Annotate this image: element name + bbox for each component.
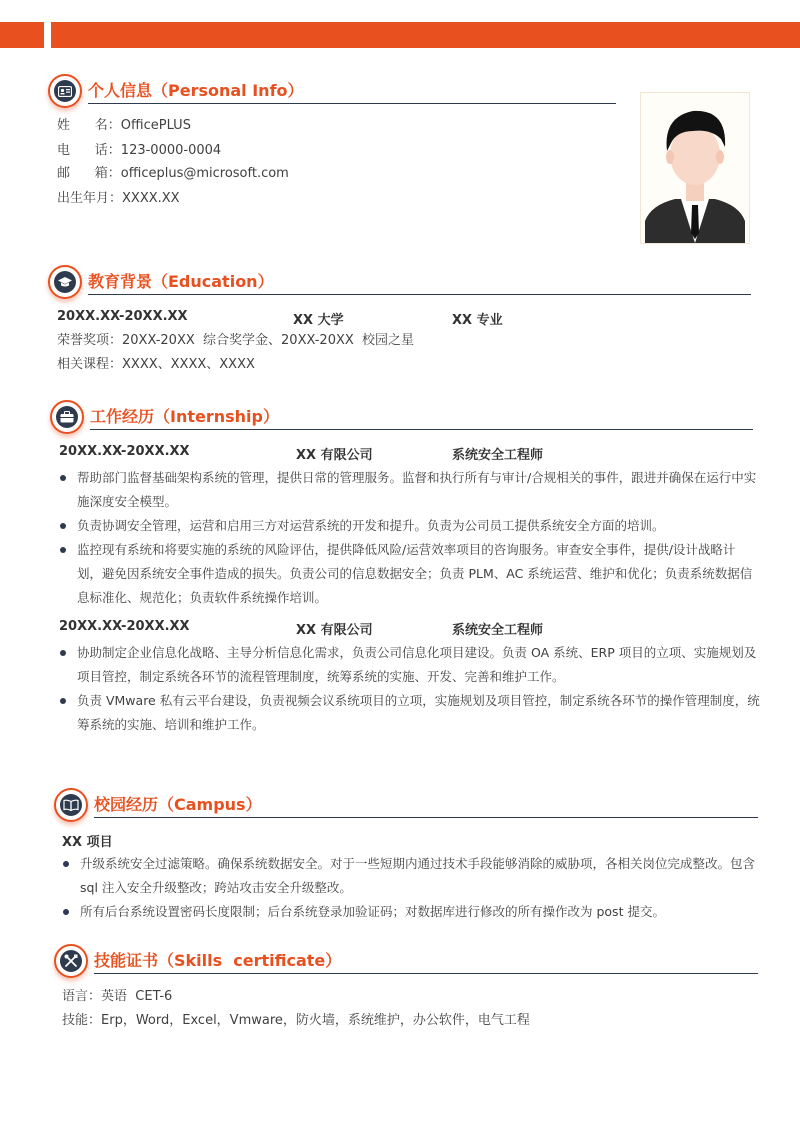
campus-project: XX 项目 xyxy=(62,835,113,850)
field-value: OfficePLUS xyxy=(120,118,191,133)
personal-row-email xyxy=(57,165,289,183)
field-label: 姓 名： xyxy=(57,118,121,133)
section-title: 校园经历（Campus） xyxy=(94,795,262,814)
open-book-icon xyxy=(54,788,88,822)
section-title: 教育背景（Education） xyxy=(88,272,274,291)
job-bullets xyxy=(57,466,760,610)
list-item: 所有后台系统设置密码长度限制；后台系统登录加验证码；对数据库进行修改的所有操作改为 post 提交。 xyxy=(60,900,762,924)
personal-row-phone xyxy=(57,142,221,160)
field-value: XXXX.XX xyxy=(122,191,180,206)
education-period: 20XX.XX-20XX.XX xyxy=(57,309,188,324)
field-value: 123-0000-0004 xyxy=(120,143,222,158)
skills-row-language xyxy=(62,988,172,1006)
list-item: 负责 VMware 私有云平台建设，负责视频会议系统项目的立项，实施规划及项目管控，制定系统各环节的操作管理制度，统筹系统的实施、培训和维护工作。 xyxy=(57,689,760,737)
campus-bullets xyxy=(60,852,762,924)
job-role: 系统安全工程师 xyxy=(452,623,544,638)
briefcase-icon xyxy=(50,400,84,434)
graduation-cap-icon xyxy=(48,265,82,299)
education-school: XX 大学 xyxy=(293,313,344,328)
section-divider xyxy=(90,429,753,430)
personal-row-name xyxy=(57,117,191,135)
section-divider xyxy=(94,817,758,818)
field-value: Erp，Word，Excel，Vmware，防火墙，系统维护，办公软件，电气工程 xyxy=(101,1013,530,1028)
field-label: 技能： xyxy=(62,1013,102,1028)
field-label: 电 话： xyxy=(57,143,121,158)
field-value[interactable]: officeplus@microsoft.com xyxy=(120,166,289,181)
section-title: 技能证书（Skills certificate） xyxy=(94,951,342,970)
field-label: 出生年月： xyxy=(57,191,123,206)
skills-row-skills xyxy=(62,1012,530,1030)
section-work-header xyxy=(50,400,753,436)
education-courses xyxy=(57,356,255,374)
section-divider xyxy=(88,103,616,104)
field-value: XXXX、XXXX、XXXX xyxy=(122,357,255,372)
list-item: 帮助部门监督基础架构系统的管理，提供日常的管理服务。监督和执行所有与审计/合规相关的事件，跟进并确保在运行中实施深度安全模型。 xyxy=(57,466,760,514)
section-personal-header xyxy=(48,74,618,110)
section-education-header xyxy=(48,265,753,301)
job-period: 20XX.XX-20XX.XX xyxy=(59,444,190,459)
list-item: 升级系统安全过滤策略。确保系统数据安全。对于一些短期内通过技术手段能够消除的威胁项，各相关岗位完成整改。包含 sql 注入安全升级整改；跨站攻击安全升级整改。 xyxy=(60,852,762,900)
list-item: 负责协调安全管理，运营和启用三方对运营系统的开发和提升。负责为公司员工提供系统安全方面的培训。 xyxy=(57,514,760,538)
section-title: 个人信息（Personal Info） xyxy=(88,81,304,100)
field-label: 语言： xyxy=(62,989,102,1004)
field-label: 荣誉奖项： xyxy=(57,333,123,348)
personal-row-birth xyxy=(57,190,180,208)
education-major: XX 专业 xyxy=(452,313,503,328)
job-company: XX 有限公司 xyxy=(296,623,373,638)
header-bar-left xyxy=(0,22,44,48)
section-divider xyxy=(94,973,758,974)
field-value: 20XX-20XX 综合奖学金、20XX-20XX 校园之星 xyxy=(122,333,415,348)
field-label: 邮 箱： xyxy=(57,166,121,181)
section-skills-header xyxy=(54,944,758,980)
job-period: 20XX.XX-20XX.XX xyxy=(59,619,190,634)
tools-icon xyxy=(54,944,88,978)
field-value: 英语 CET-6 xyxy=(101,989,173,1004)
header-bar-right xyxy=(51,22,800,48)
id-card-icon xyxy=(48,74,82,108)
education-honors xyxy=(57,332,414,350)
section-title: 工作经历（Internship） xyxy=(90,407,279,426)
job-bullets xyxy=(57,641,760,737)
job-company: XX 有限公司 xyxy=(296,448,373,463)
list-item: 协助制定企业信息化战略、主导分析信息化需求，负责公司信息化项目建设。负责 OA 系统、ERP 项目的立项、实施规划及项目管控，制定系统各环节的流程管理制度，统筹系统的实施、开发、完善和维护工作。 xyxy=(57,641,760,689)
list-item: 监控现有系统和将要实施的系统的风险评估，提供降低风险/运营效率项目的咨询服务。审查安全事件，提供/设计战略计划，避免因系统安全事件造成的损失。负责公司的信息数据安全；负责 PLM、AC 系统运营、维护和优化；负责系统数据信息标准化、规范化；负责软件系统操作培训。 xyxy=(57,538,760,610)
section-divider xyxy=(88,294,751,295)
section-campus-header xyxy=(54,788,758,824)
avatar-portrait xyxy=(640,92,750,244)
job-role: 系统安全工程师 xyxy=(452,448,544,463)
field-label: 相关课程： xyxy=(57,357,123,372)
